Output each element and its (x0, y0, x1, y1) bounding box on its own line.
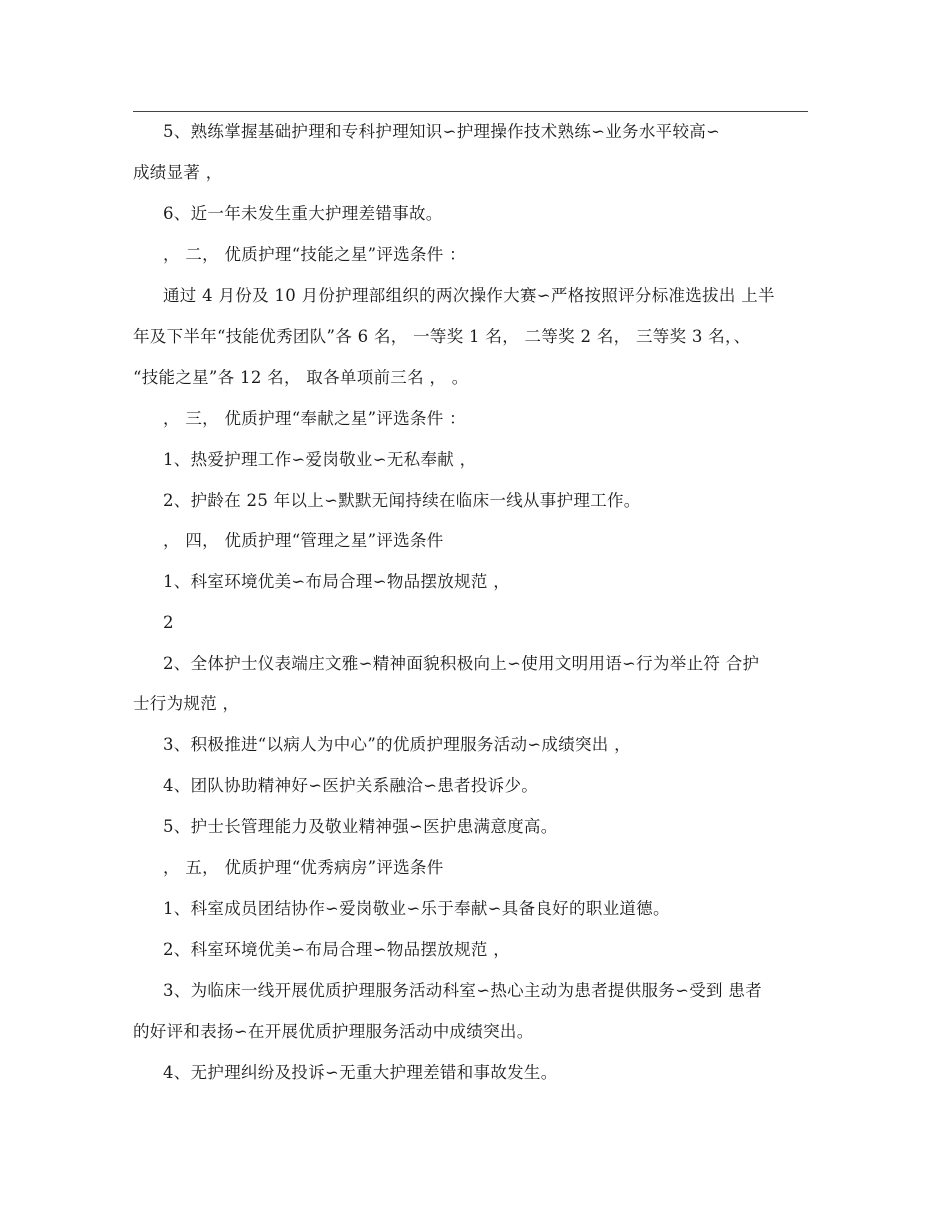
text-line: 1、科室成员团结协作∽爱岗敬业∽乐于奉献∽具备良好的职业道德。 (163, 899, 670, 918)
text-line: 2、全体护士仪表端庄文雅∽精神面貌积极向上∽使用文明用语∽行为举止符 合护 (163, 654, 760, 673)
text-line: 3、为临床一线开展优质护理服务活动科室∽热心主动为患者提供服务∽受到 患者 (163, 981, 762, 1000)
text-line: 的好评和表扬∽在开展优质护理服务活动中成绩突出。 (133, 1022, 534, 1041)
text-line: 1、科室环境优美∽布局合理∽物品摆放规范 ， (163, 572, 510, 591)
text-line: 5、护士长管理能力及敬业精神强∽医护患满意度高。 (163, 817, 558, 836)
section-heading: ， 四， 优质护理“管理之星”评选条件 (163, 531, 444, 550)
text-line: 年及下半年“技能优秀团队”各 6 名， 一等奖 1 名， 二等奖 2 名， 三等奖 3 名，、 (133, 327, 751, 346)
text-line: 4、无护理纠纷及投诉∽无重大护理差错和事故发生。 (163, 1063, 558, 1082)
text-line: 6、近一年未发生重大护理差错事故。 (163, 204, 443, 223)
text-line: 3、积极推进“以病人为中心”的优质护理服务活动∽成绩突出 ， (163, 735, 631, 754)
text-line: 通过 4 月份及 10 月份护理部组织的两次操作大赛∽严格按照评分标准选拔出 上半 (163, 286, 775, 305)
text-line: 5、熟练掌握基础护理和专科护理知识∽护理操作技术熟练∽业务水平较高∽ (163, 122, 721, 141)
text-line: 2、护龄在 25 年以上∽默默无闻持续在临床一线从事护理工作。 (163, 491, 641, 510)
text-line: 成绩显著 ， (133, 163, 223, 182)
text-line: “技能之星”各 12 名， 取各单项前三名 ， 。 (133, 368, 469, 387)
text-line: 士行为规范 ， (133, 694, 240, 713)
header-rule (133, 111, 808, 112)
page-number: 2 (163, 613, 174, 632)
text-line: 4、团队协助精神好∽医护关系融洽∽患者投诉少。 (163, 776, 539, 795)
section-heading: ， 五， 优质护理“优秀病房”评选条件 (163, 858, 444, 877)
text-line: 2、科室环境优美∽布局合理∽物品摆放规范 ， (163, 940, 510, 959)
section-heading: ， 三， 优质护理“奉献之星”评选条件 ： (163, 409, 466, 428)
section-heading: ， 二， 优质护理“技能之星”评选条件 ： (163, 245, 466, 264)
text-line: 1、热爱护理工作∽爱岗敬业∽无私奉献 ， (163, 450, 477, 469)
